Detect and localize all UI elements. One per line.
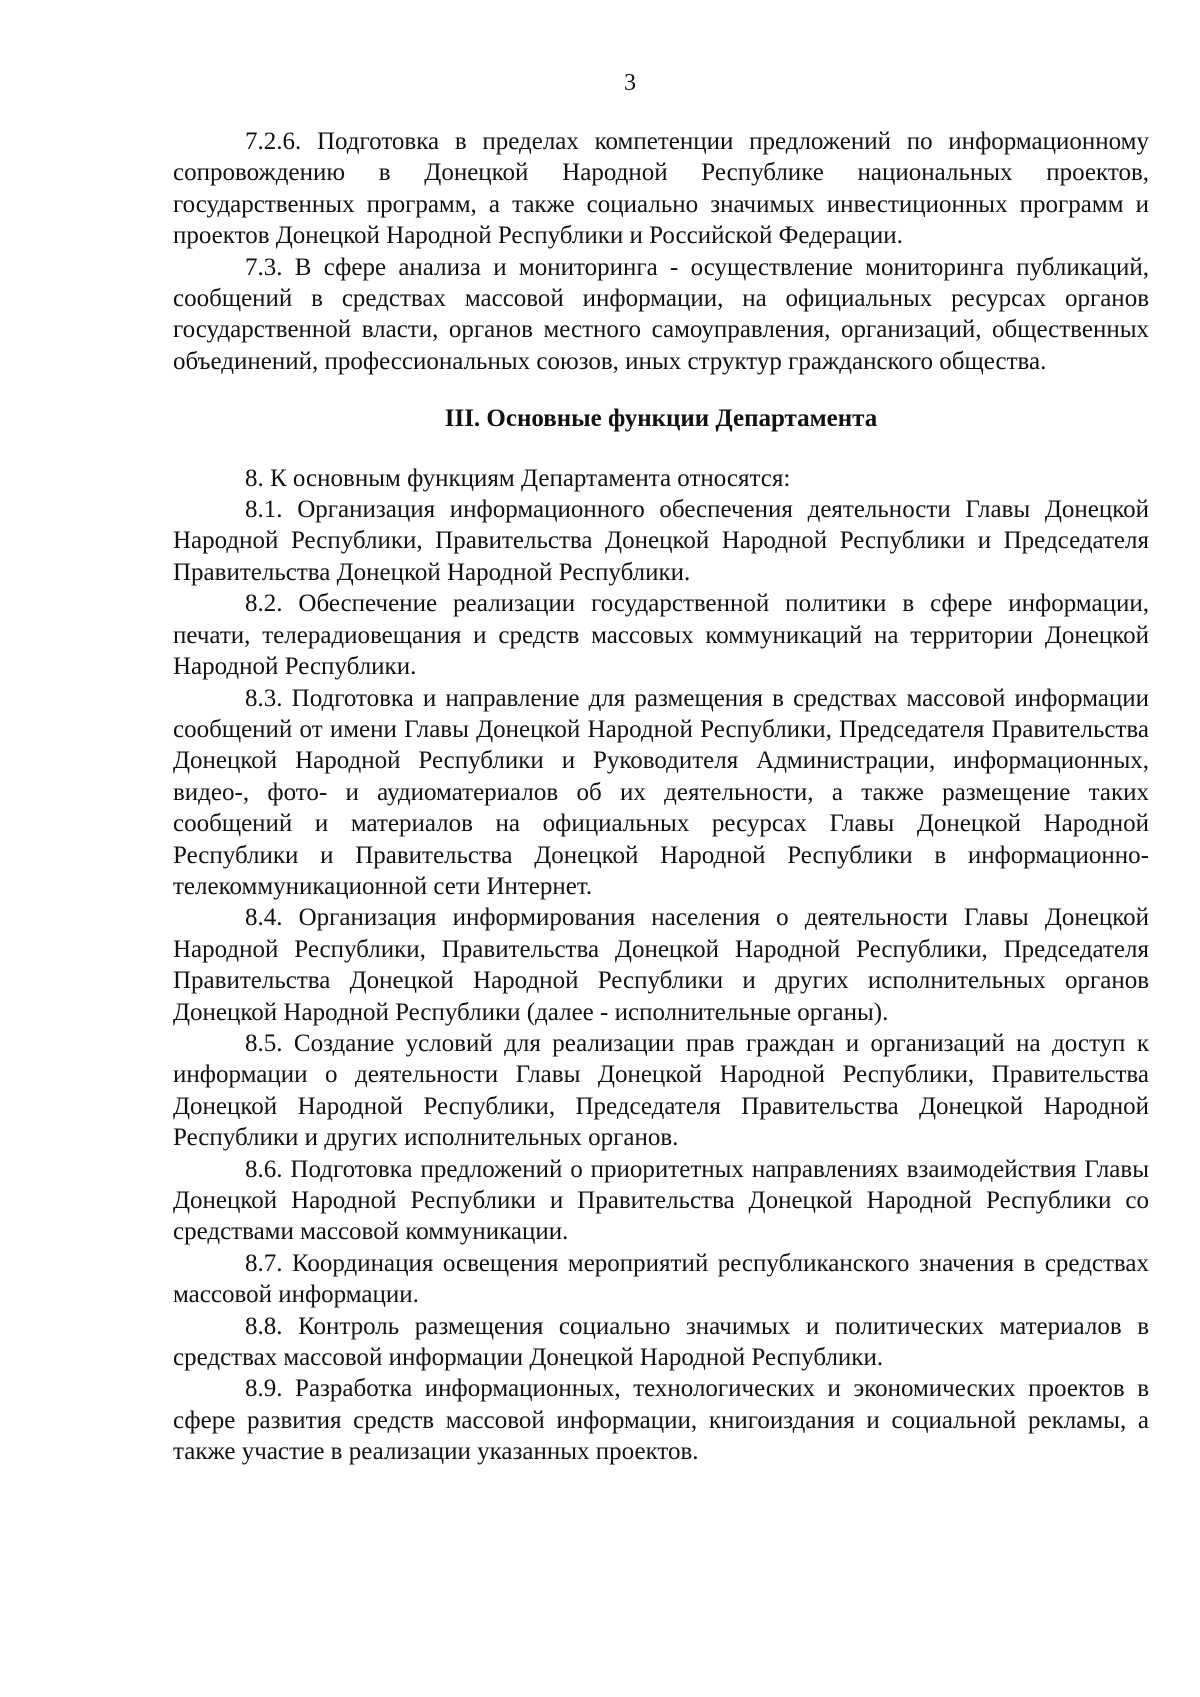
paragraph-8-9: 8.9. Разработка информационных, технологических и экономических проектов в сфере развития средств массовой информации, книгоиздания и социальной рекламы, а также участие в реализации указанных проектов. [173,1375,1149,1466]
paragraph-7-3: 7.3. В сфере анализа и мониторинга - осуществление мониторинга публикаций, сообщений в средствах массовой информации, на официальных ресурсах органов государственной власти, органов местного самоуправления, организаций, общественных объединений, профессиональных союзов, иных структур гражданского общества. [173,253,1149,375]
paragraph-8-5: 8.5. Создание условий для реализации прав граждан и организаций на доступ к информации о деятельности Главы Донецкой Народной Республики, Правительства Донецкой Народной Республики, Председателя Правительства Донецкой Народной Республики и других исполнительных органов. [173,1029,1149,1152]
paragraph-8-7: 8.7. Координация освещения мероприятий республиканского значения в средствах массовой информации. [173,1249,1149,1309]
paragraph-8-1: 8.1. Организация информационного обеспечения деятельности Главы Донецкой Народной Республики, Правительства Донецкой Народной Республики и Председателя Правительства Донецкой Народной Республики. [173,496,1149,586]
page-number: 3 [624,70,636,96]
paragraph-8-6: 8.6. Подготовка предложений о приоритетных направлениях взаимодействия Главы Донецкой Народной Республики и Правительства Донецкой Народной Республики со средствами массовой коммуникации. [173,1155,1149,1246]
paragraph-8-3: 8.3. Подготовка и направление для размещения в средствах массовой информации сообщений от имени Главы Донецкой Народной Республики, Председателя Правительства Донецкой Народной Республики и Руководителя Администрации, информационных, видео-, фото- и аудиоматериалов об их деятельности, а также размещение таких сообщений и материалов на официальных ресурсах Главы Донецкой Народной Республики и Правительства Донецкой Народной Республики в информационно-телекоммуникационной сети Интернет. [173,684,1149,900]
document-body [173,126,1149,1468]
paragraph-8-2: 8.2. Обеспечение реализации государственной политики в сфере информации, печати, телерадиовещания и средств массовых коммуникаций на территории Донецкой Народной Республики. [173,590,1149,681]
paragraph-8: 8. К основным функциям Департамента относятся: [245,464,791,492]
section-heading: III. Основные функции Департамента [444,405,878,433]
paragraph-7-2-6: 7.2.6. Подготовка в пределах компетенции предложений по информационному сопровождению в Донецкой Народной Республике национальных проектов, государственных программ, а также социально значимых инвестиционных программ и проектов Донецкой Народной Республики и Российской Федерации. [173,128,1149,250]
paragraph-8-8: 8.8. Контроль размещения социально значимых и политических материалов в средствах массовой информации Донецкой Народной Республики. [173,1312,1149,1372]
paragraph-8-4: 8.4. Организация информирования населения о деятельности Главы Донецкой Народной Республики, Правительства Донецкой Народной Республики, Председателя Правительства Донецкой Народной Республики и других исполнительных органов Донецкой Народной Республики (далее - исполнительные органы). [173,904,1149,1026]
